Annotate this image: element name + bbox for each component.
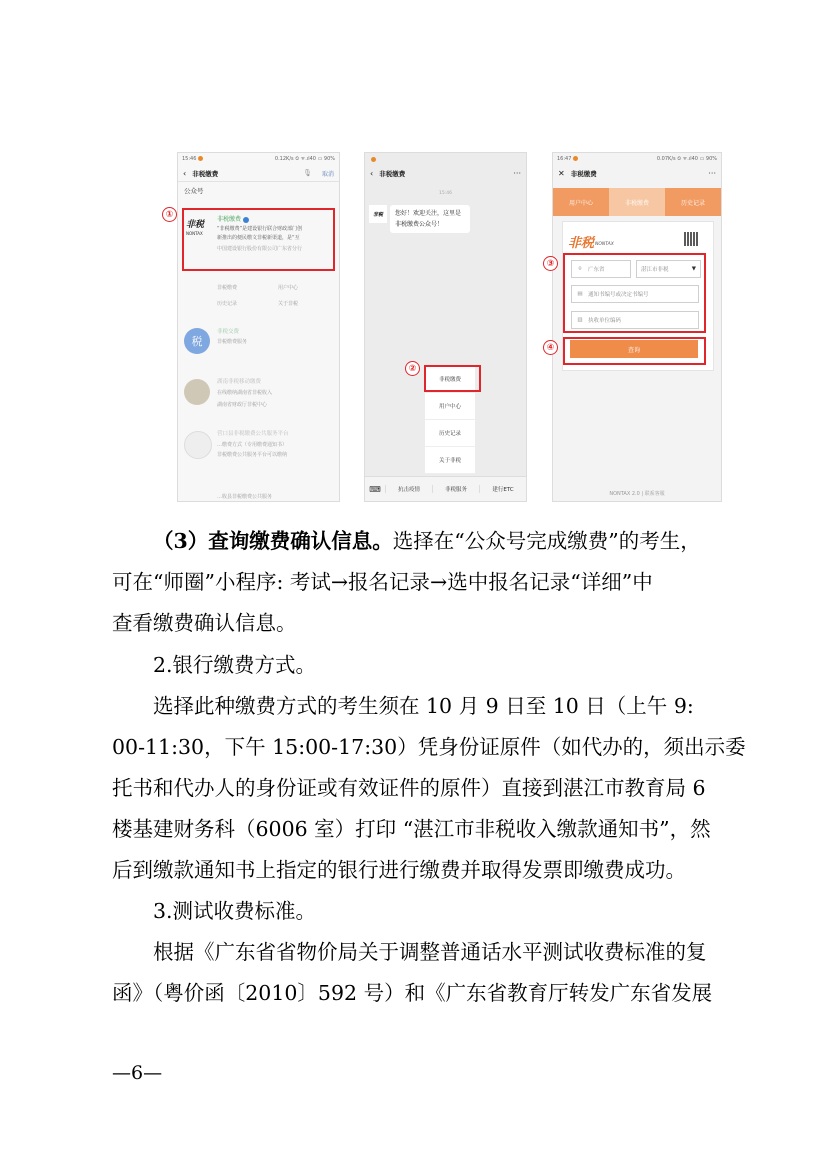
welcome-bubble: 您好！欢迎关注，这里是非税缴费公众号！	[390, 205, 470, 233]
search-nav-bar	[178, 165, 339, 181]
text-line: 根据《广东省省物价局关于调整普通话水平测试收费标准的复	[153, 940, 707, 964]
divider	[178, 181, 339, 182]
status-time: 15:46	[182, 156, 197, 162]
cancel-link[interactable]: 取消	[321, 170, 334, 178]
result-4-name[interactable]: 营口县非税缴费公共服务平台	[217, 431, 289, 437]
text-line: 可在“师圈”小程序: 考试→报名记录→选中报名记录“详细”中	[112, 570, 653, 594]
seal-icon	[184, 379, 210, 405]
menu-tab-epidemic[interactable]: 抗击疫情	[385, 485, 432, 493]
paragraph-query-info	[153, 524, 701, 554]
chevron-down-icon: ▼	[691, 266, 696, 272]
document-icon: ▤	[577, 291, 583, 297]
clipboard-icon: ▥	[577, 317, 583, 323]
paragraph-query-title: （3）查询缴费确认信息。	[153, 529, 393, 553]
web-title: 非税缴费	[570, 169, 597, 178]
result-5-name: …收县非税缴费公共服务	[217, 494, 273, 500]
text-line: 函》（粤价函〔2010〕592 号）和《广东省教育厅转发广东省发展	[112, 981, 713, 1005]
heading-fee-standard: 3.测试收费标准。	[153, 899, 317, 923]
highlight-box-2	[424, 365, 481, 392]
keyboard-icon[interactable]: ⌨	[369, 484, 381, 494]
text-line: 楼基建财务科（6006 室）打印 “湛江市非税收入缴款通知书”，然	[112, 817, 711, 841]
query-button[interactable]: 查询	[570, 340, 698, 358]
highlight-box-1	[182, 208, 335, 271]
marker-3: ③	[543, 256, 558, 271]
status-indicators: 0.12K/s ⏲ ᯤ.ıl40 ▭ 90%	[274, 156, 335, 162]
nontax-logo-sub: NONTAX	[595, 242, 614, 247]
menu-link-history[interactable]: 历史记录	[217, 301, 238, 307]
paragraph-query-body: 选择在“公众号完成缴费”的考生，	[392, 529, 701, 553]
popup-item-pay[interactable]: 非税缴费	[425, 366, 475, 393]
menu-link-pay[interactable]: 非税缴费	[217, 285, 238, 291]
back-icon[interactable]: ‹	[370, 168, 374, 178]
menu-tab-etc[interactable]: 建行ETC	[479, 485, 526, 493]
account-desc-2: 新推出的便民缴文非税新渠道，是“互	[217, 235, 300, 241]
more-icon[interactable]: ···	[708, 168, 716, 178]
highlight-box-3	[563, 253, 706, 333]
search-query[interactable]: 非税缴费	[192, 169, 219, 178]
platform-logo-icon	[184, 431, 212, 459]
section-label: 公众号	[184, 187, 204, 195]
popup-item-about[interactable]: 关于非税	[425, 447, 475, 474]
status-bar	[553, 153, 721, 165]
nontax-logo: 非税	[186, 220, 205, 230]
marker-1: ①	[162, 207, 177, 222]
microphone-icon[interactable]: 🎙	[303, 169, 312, 177]
tab-nontax-pay[interactable]: 非税缴费	[609, 188, 665, 216]
result-2-name[interactable]: 非税交费	[217, 329, 240, 335]
account-org: 中国建设银行股份有限公司广东省分行	[217, 246, 303, 252]
result-2-sub: 非税缴费服务	[217, 339, 248, 345]
text-line: 托书和代办人的身份证或有效证件的原件）直接到湛江市教育局 6	[112, 776, 706, 800]
app-notification-icon	[371, 157, 376, 162]
text-line: 选择此种缴费方式的考生须在 10 月 9 日至 10 日（上午 9:	[153, 694, 694, 718]
marker-4: ④	[543, 340, 558, 355]
bottom-menu-bar	[365, 476, 526, 501]
chat-title: 非税缴费	[379, 169, 406, 178]
page-number: —6—	[112, 1062, 163, 1084]
app-notification-icon	[198, 156, 203, 161]
account-avatar: 非税	[369, 205, 387, 223]
popup-item-user[interactable]: 用户中心	[425, 393, 475, 420]
menu-link-user[interactable]: 用户中心	[278, 285, 299, 291]
notice-number-placeholder: 通知书编号或决定书编号	[588, 292, 649, 298]
more-icon[interactable]: ···	[513, 168, 521, 178]
status-time: 16:47	[557, 156, 572, 162]
result-3-sub: 在线缴纳湖南省非税收入	[217, 390, 273, 396]
marker-2: ②	[405, 361, 420, 376]
nontax-logo-sub: NONTAX	[186, 231, 203, 236]
province-value: 广东省	[588, 267, 605, 273]
screenshot-search-account	[177, 152, 340, 502]
status-bar	[178, 153, 339, 165]
web-nav-bar	[553, 165, 721, 181]
app-notification-icon	[573, 156, 578, 161]
tab-history[interactable]: 历史记录	[665, 188, 721, 216]
tax-logo-icon	[184, 328, 210, 354]
heading-bank-payment: 2.银行缴费方式。	[153, 653, 317, 677]
account-desc-1: “非税缴费”是建设银行联合财政部门创	[217, 226, 303, 232]
result-4-sub-1: …缴费方式（专用缴费通知书）	[217, 442, 288, 448]
back-icon[interactable]: ‹	[183, 168, 187, 178]
status-bar	[365, 153, 526, 165]
tab-user-center[interactable]: 用户中心	[553, 188, 609, 216]
menu-link-about[interactable]: 关于非税	[278, 301, 299, 307]
qr-code-icon[interactable]	[684, 232, 698, 246]
tax-logo-text: 税	[191, 335, 203, 348]
text-line: 00-11:30，下午 15:00-17:30）凭身份证原件（如代办的，须出示委	[112, 735, 746, 759]
text-line: 后到缴款通知书上指定的银行进行缴费并取得发票即缴费成功。	[112, 858, 686, 882]
account-name-text: 非税缴费	[217, 216, 242, 223]
nontax-logo: 非税	[568, 236, 595, 251]
location-icon: ⌾	[578, 265, 582, 272]
result-4-sub-2: 非税缴费公共服务平台可以缴纳	[217, 452, 288, 458]
unit-code-placeholder: 执收单位编码	[588, 318, 622, 324]
popup-item-history[interactable]: 历史记录	[425, 420, 475, 447]
menu-tab-nontax-service[interactable]: 非税服务	[432, 485, 479, 493]
footer: NONTAX 2.0 | 联系客服	[609, 491, 665, 497]
result-3-org: 湖南省财政厅非税中心	[217, 402, 268, 408]
close-icon[interactable]: ✕	[558, 168, 565, 178]
chat-time: 15:46	[439, 191, 452, 196]
status-indicators: 0.07K/s ⏲ ᯤ.ıl40 ▭ 90%	[656, 156, 717, 162]
chat-nav-bar	[365, 165, 526, 181]
text-line: 查看缴费确认信息。	[112, 611, 297, 635]
highlight-box-4	[563, 337, 706, 365]
city-value: 湛江市非税	[641, 267, 669, 273]
result-3-name[interactable]: 湖南非税移动缴费	[217, 379, 262, 385]
